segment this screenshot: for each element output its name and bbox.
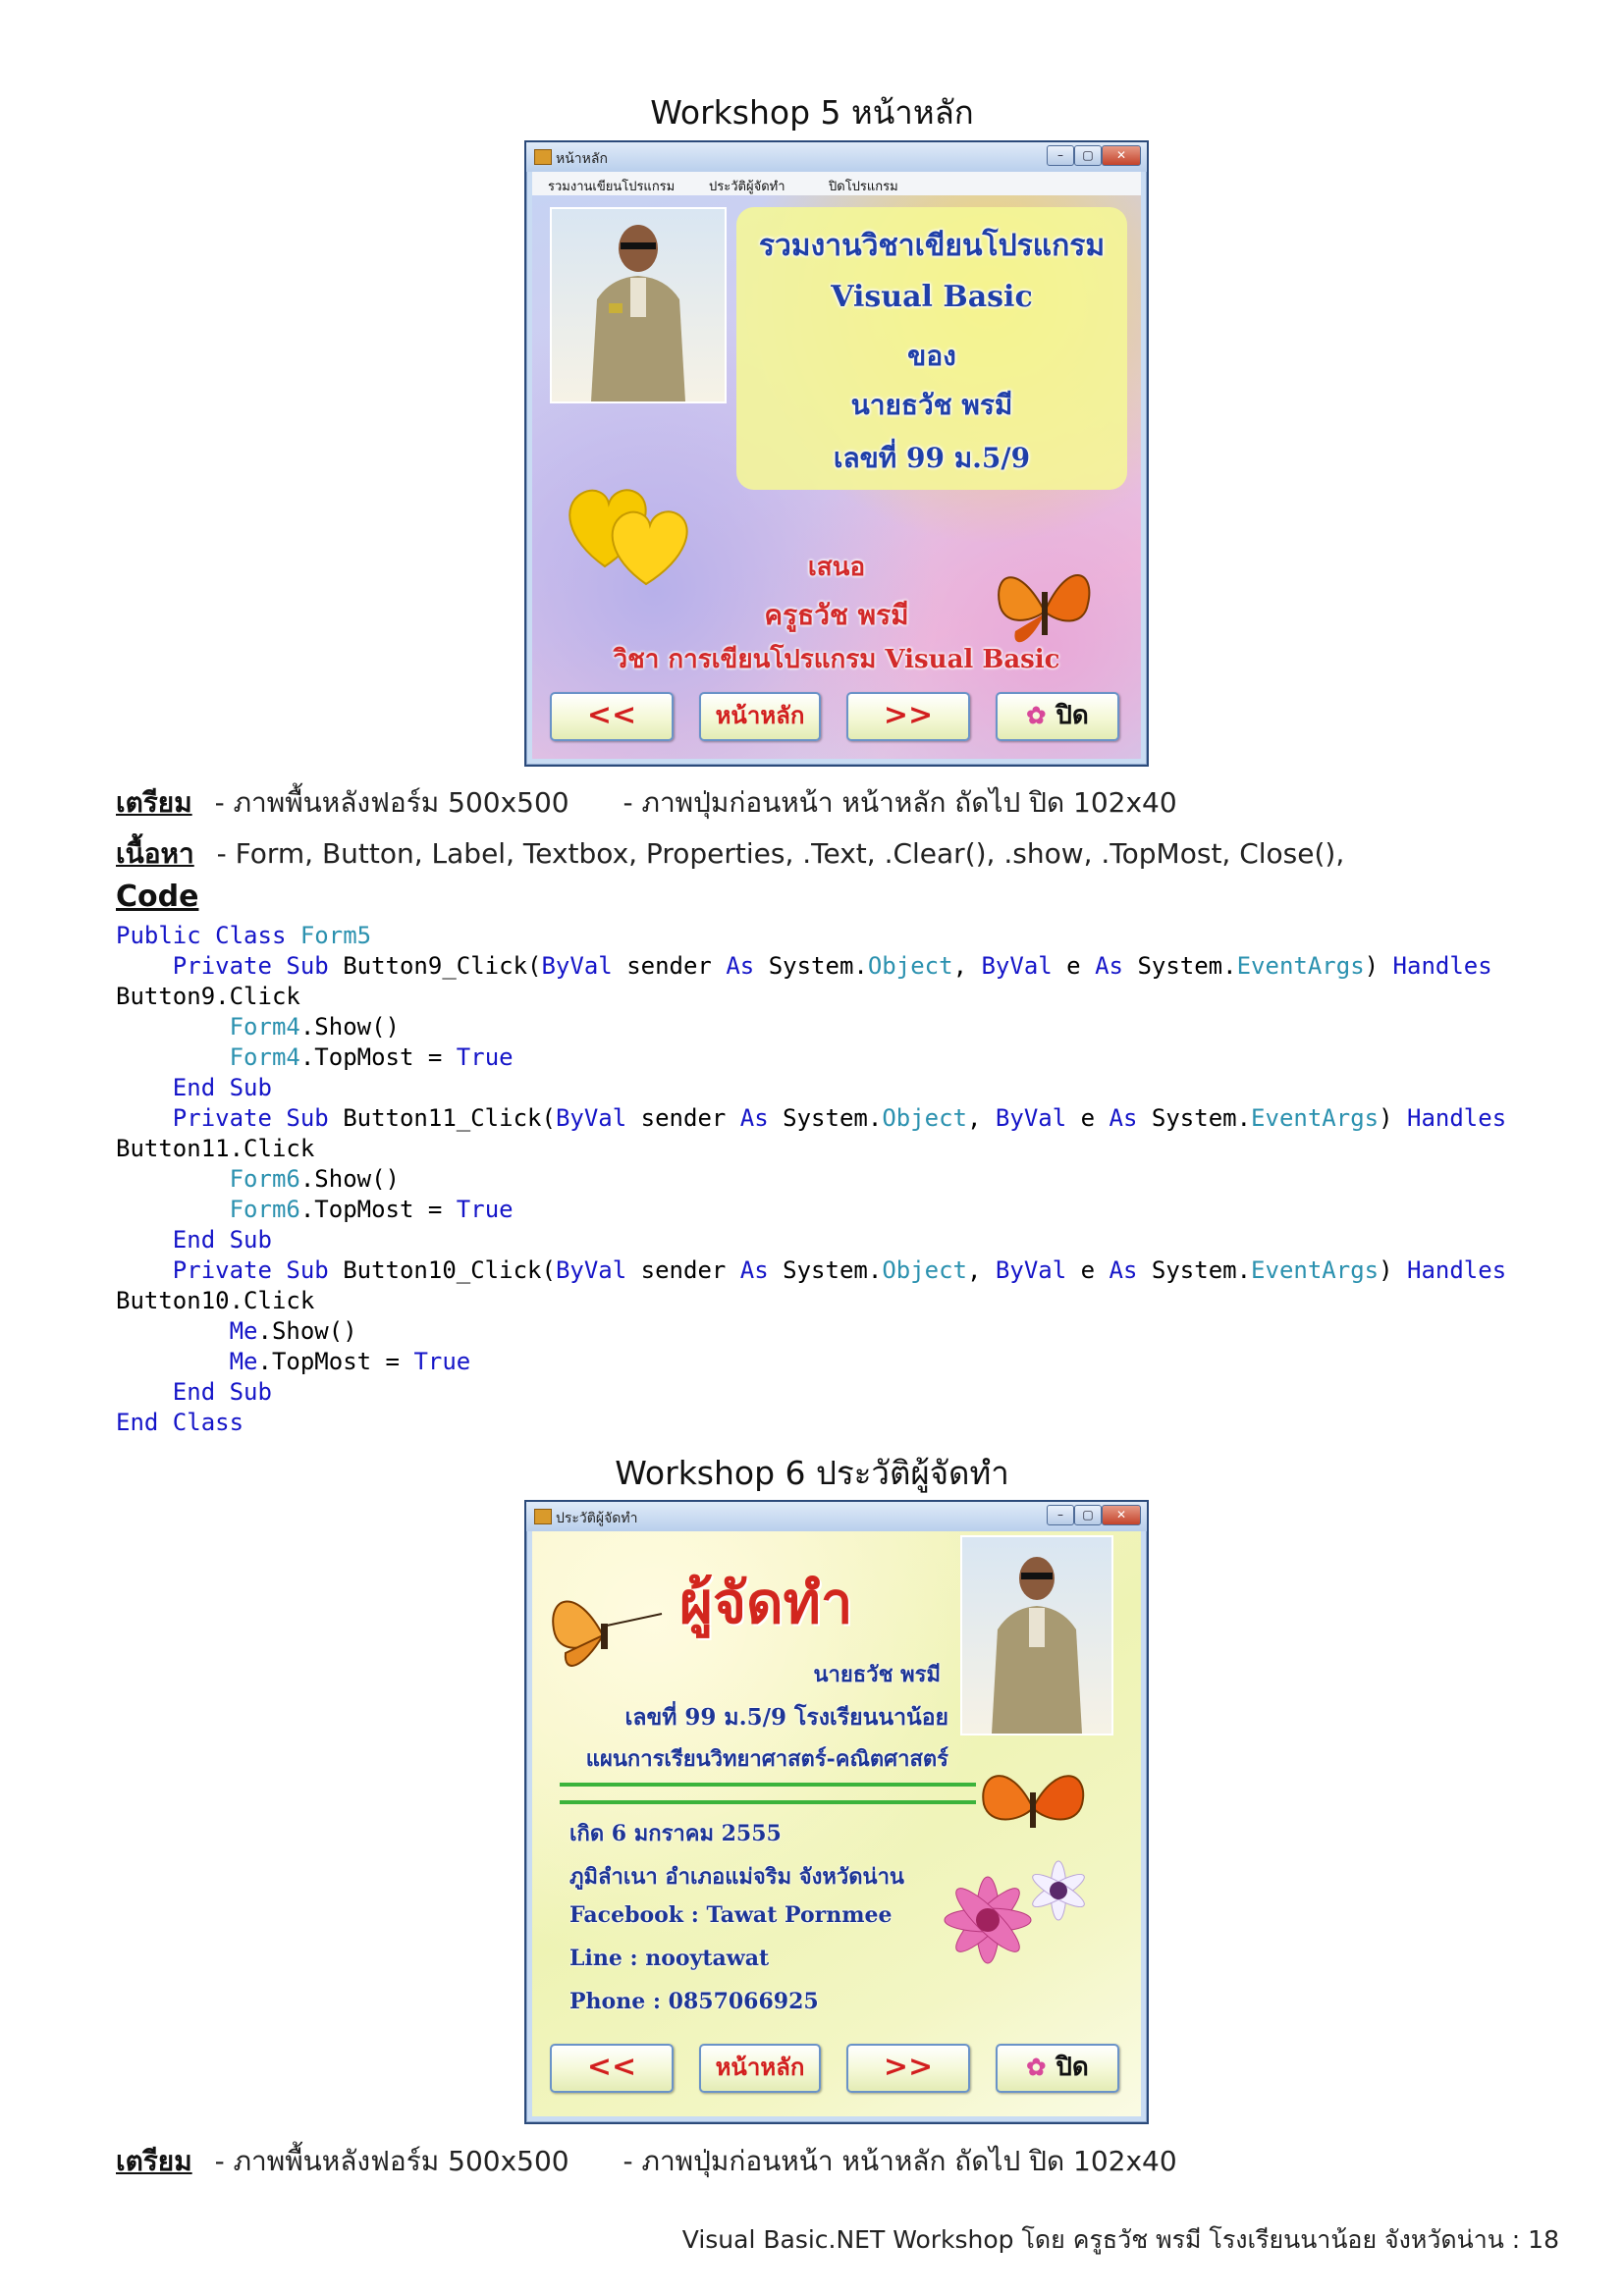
maximize-button[interactable]: ▢ xyxy=(1074,1505,1102,1525)
content-line xyxy=(116,832,1344,876)
close-window-button[interactable]: ✕ xyxy=(1102,1505,1141,1525)
code-line xyxy=(116,1347,1506,1377)
code-token: Form4 xyxy=(229,1013,300,1041)
code-token: System. xyxy=(1137,952,1237,980)
code-line xyxy=(116,1286,1506,1316)
minimize-button[interactable]: – xyxy=(1047,1505,1074,1525)
code-token: End Sub xyxy=(172,1074,272,1101)
code-token: e xyxy=(1066,952,1096,980)
code-line xyxy=(116,921,1506,951)
butterfly-image-2 xyxy=(970,1749,1098,1847)
bio-facebook: Facebook : Tawat Pornmee xyxy=(569,1902,893,1928)
bio-birth: เกิด 6 มกราคม 2555 xyxy=(569,1821,782,1846)
code-token: ByVal xyxy=(555,1104,641,1132)
code-token: , xyxy=(967,1256,996,1284)
code-token: .Show() xyxy=(257,1317,357,1345)
flower-icon: ✿ xyxy=(1026,2053,1047,2081)
code-token: e xyxy=(1080,1256,1110,1284)
prep-text-buttons: - ภาพปุ่มก่อนหน้า หน้าหลัก ถัดไป ปิด 102x40 xyxy=(623,2145,1177,2177)
code-token: End Sub xyxy=(172,1226,272,1254)
code-token: e xyxy=(1080,1104,1110,1132)
code-line xyxy=(116,1164,1506,1195)
code-token xyxy=(116,1043,230,1071)
next-button[interactable]: >> xyxy=(846,692,970,741)
bio-hometown: ภูมิลำเนา อำเภอแม่จริม จังหวัดน่าน xyxy=(569,1864,904,1890)
prep-text-background: - ภาพพื้นหลังฟอร์ม 500x500 xyxy=(214,786,569,819)
close-window-button[interactable]: ✕ xyxy=(1102,145,1141,166)
code-token: Handles xyxy=(1407,1256,1507,1284)
code-token: Public Class xyxy=(116,922,300,949)
code-token: True xyxy=(413,1348,471,1375)
code-token: .Show() xyxy=(299,1013,400,1041)
menu-programs[interactable]: รวมงานเขียนโปรแกรม xyxy=(548,180,676,194)
title-bar xyxy=(526,142,1147,172)
form-background xyxy=(532,195,1141,759)
code-line xyxy=(116,951,1506,982)
code-token: System. xyxy=(1151,1256,1252,1284)
code-token: Form4 xyxy=(229,1043,300,1071)
code-token: sender xyxy=(626,952,727,980)
code-token: ByVal xyxy=(541,952,627,980)
title-panel xyxy=(736,207,1127,490)
code-token: Me xyxy=(229,1317,258,1345)
code-line xyxy=(116,1012,1506,1042)
maximize-button[interactable]: ▢ xyxy=(1074,145,1102,166)
prep-text-buttons: - ภาพปุ่มก่อนหน้า หน้าหลัก ถัดไป ปิด 102x40 xyxy=(623,786,1177,819)
code-token: Form5 xyxy=(299,922,372,949)
code-token: Private Sub xyxy=(172,952,344,980)
prep-text-background: - ภาพพื้นหลังฟอร์ม 500x500 xyxy=(214,2145,569,2177)
prep-label: เตรียม xyxy=(116,786,192,819)
code-token xyxy=(116,1074,173,1101)
code-token: ) xyxy=(1364,952,1393,980)
butterfly-image xyxy=(544,1580,672,1688)
code-token: System. xyxy=(768,952,868,980)
study-program: แผนการเรียนวิทยาศาสตร์-คณิตศาสตร์ xyxy=(585,1746,948,1772)
code-token: Object xyxy=(882,1256,968,1284)
code-line xyxy=(116,1103,1506,1134)
close-button[interactable] xyxy=(996,2044,1119,2093)
prep-line-2 xyxy=(116,2140,1177,2183)
line-student-name: นายธวัช พรมี xyxy=(850,389,1013,421)
author-photo xyxy=(550,207,727,403)
code-token: .TopMost = xyxy=(257,1348,414,1375)
code-token: Handles xyxy=(1407,1104,1507,1132)
person-figure xyxy=(552,209,725,401)
code-token: Button11_Click( xyxy=(343,1104,556,1132)
subject-name: วิชา การเขียนโปรแกรม Visual Basic xyxy=(613,645,1060,674)
minimize-button[interactable]: – xyxy=(1047,145,1074,166)
prev-button[interactable]: << xyxy=(550,2044,674,2093)
code-token xyxy=(116,1256,173,1284)
code-token: Handles xyxy=(1392,952,1492,980)
code-token: EventArgs xyxy=(1236,952,1365,980)
code-token: Form6 xyxy=(229,1165,300,1193)
close-button[interactable] xyxy=(996,692,1119,741)
workshop5-heading: Workshop 5 หน้าหลัก xyxy=(650,93,974,132)
line-collection: รวมงานวิชาเขียนโปรแกรม xyxy=(758,229,1106,263)
code-token: Object xyxy=(867,952,953,980)
code-token: .Show() xyxy=(299,1165,400,1193)
home-button[interactable]: หน้าหลัก xyxy=(699,692,821,741)
code-token xyxy=(116,1226,173,1254)
window-title: ประวัติผู้จัดทำ xyxy=(556,1511,638,1526)
code-line xyxy=(116,1377,1506,1408)
code-line xyxy=(116,1073,1506,1103)
code-token xyxy=(116,1165,230,1193)
code-token: Button9.Click xyxy=(116,983,300,1010)
code-line xyxy=(116,982,1506,1012)
code-token: , xyxy=(967,1104,996,1132)
code-token: True xyxy=(456,1196,514,1223)
code-token: As xyxy=(739,1104,784,1132)
code-token: End Class xyxy=(116,1409,244,1436)
code-line xyxy=(116,1134,1506,1164)
code-token: Private Sub xyxy=(172,1104,344,1132)
code-token: As xyxy=(726,952,769,980)
teacher-name: ครูธวัช พรมี xyxy=(764,599,909,631)
workshop6-heading: Workshop 6 ประวัติผู้จัดทำ xyxy=(615,1454,1009,1492)
code-token: EventArgs xyxy=(1251,1256,1380,1284)
code-token xyxy=(116,952,173,980)
code-line xyxy=(116,1225,1506,1255)
code-token: Button10_Click( xyxy=(343,1256,556,1284)
code-token: sender xyxy=(640,1256,740,1284)
prep-line-1 xyxy=(116,781,1177,825)
code-token: ) xyxy=(1379,1256,1407,1284)
code-token: As xyxy=(739,1256,784,1284)
code-token: As xyxy=(1109,1256,1152,1284)
line-student-number: เลขที่ 99 ม.5/9 xyxy=(833,442,1031,474)
code-token: System. xyxy=(1151,1104,1252,1132)
code-token xyxy=(116,1013,230,1041)
code-token: End Sub xyxy=(172,1378,272,1406)
code-token: .TopMost = xyxy=(299,1196,457,1223)
line-of: ของ xyxy=(907,340,956,372)
code-token xyxy=(116,1378,173,1406)
window-title: หน้าหลัก xyxy=(556,151,608,167)
code-token: ByVal xyxy=(995,1104,1081,1132)
profile-title: ผู้จัดทำ xyxy=(679,1570,853,1636)
code-token: EventArgs xyxy=(1251,1104,1380,1132)
bio-line: Line : nooytawat xyxy=(569,1946,770,1971)
code-token xyxy=(116,1348,230,1375)
code-label: Code xyxy=(116,880,199,914)
code-token: Object xyxy=(882,1104,968,1132)
code-line xyxy=(116,1316,1506,1347)
code-token xyxy=(116,1104,173,1132)
form-background xyxy=(532,1531,1141,2116)
code-line xyxy=(116,1042,1506,1073)
workshop6-window xyxy=(524,1500,1149,2124)
workshop5-window xyxy=(524,140,1149,767)
title-bar xyxy=(526,1502,1147,1531)
person-figure xyxy=(962,1537,1111,1734)
present-label: เสนอ xyxy=(807,553,866,582)
app-icon xyxy=(534,1509,552,1524)
code-token: Button10.Click xyxy=(116,1287,315,1314)
prev-button[interactable]: << xyxy=(550,692,674,741)
code-token: ) xyxy=(1379,1104,1407,1132)
line-vb: Visual Basic xyxy=(831,280,1033,314)
code-token: sender xyxy=(640,1104,740,1132)
flowers-image xyxy=(909,1851,1106,2018)
code-token: Private Sub xyxy=(172,1256,344,1284)
student-name: นายธวัช พรมี xyxy=(813,1662,941,1687)
code-token: ByVal xyxy=(555,1256,641,1284)
code-token: True xyxy=(456,1043,514,1071)
next-button[interactable]: >> xyxy=(846,2044,970,2093)
close-button-label: ปิด xyxy=(1056,701,1089,730)
close-button-label: ปิด xyxy=(1056,2053,1089,2082)
code-token: System. xyxy=(783,1104,883,1132)
code-token: Button11.Click xyxy=(116,1135,315,1162)
bio-phone: Phone : 0857066925 xyxy=(569,1989,819,2014)
code-line xyxy=(116,1408,1506,1438)
code-token xyxy=(116,1317,230,1345)
student-number: เลขที่ 99 ม.5/9 โรงเรียนนาน้อย xyxy=(624,1704,948,1731)
flower-icon: ✿ xyxy=(1026,701,1047,729)
code-token: .TopMost = xyxy=(299,1043,457,1071)
code-token: , xyxy=(952,952,982,980)
code-token: ByVal xyxy=(981,952,1067,980)
prep-label: เตรียม xyxy=(116,2145,192,2177)
menu-bar xyxy=(532,172,1141,196)
author-photo xyxy=(960,1535,1113,1735)
menu-profile[interactable]: ประวัติผู้จัดทำ xyxy=(709,180,785,194)
divider-lines xyxy=(560,1783,976,1804)
page-footer: Visual Basic.NET Workshop โดย ครูธวัช พรมี โรงเรียนนาน้อย จังหวัดน่าน : 18 xyxy=(681,2225,1559,2254)
content-text: - Form, Button, Label, Textbox, Properties, .Text, .Clear(), .show, .TopMost, Close(), xyxy=(216,837,1345,870)
code-block xyxy=(116,921,1506,1438)
code-line xyxy=(116,1255,1506,1286)
code-token xyxy=(116,1196,230,1223)
app-icon xyxy=(534,149,552,165)
code-token: Me xyxy=(229,1348,258,1375)
code-token: System. xyxy=(783,1256,883,1284)
home-button[interactable]: หน้าหลัก xyxy=(699,2044,821,2093)
menu-exit[interactable]: ปิดโปรแกรม xyxy=(829,180,898,194)
content-label: เนื้อหา xyxy=(116,837,194,870)
code-token: Form6 xyxy=(229,1196,300,1223)
code-token: ByVal xyxy=(995,1256,1081,1284)
code-token: As xyxy=(1109,1104,1152,1132)
code-line xyxy=(116,1195,1506,1225)
code-token: As xyxy=(1095,952,1138,980)
code-token: Button9_Click( xyxy=(343,952,542,980)
